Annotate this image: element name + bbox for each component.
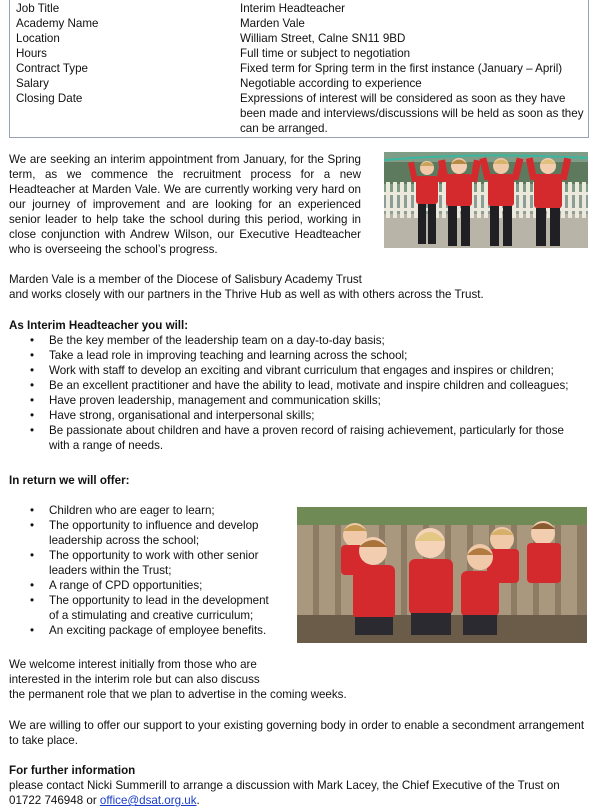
intro-paragraph: We are seeking an interim appointment from January, for the Spring term, as we commence the recruitment process for a new Headteacher at Marden Vale. We are currently working very hard on our journey of improvement and are looking for an experienced senior leader to help take the school during this period, working in close conjunction with Andrew Wilson, our Executive Headteacher who is overseeing the school’s progress.	[9, 153, 361, 256]
value-academy-name: Marden Vale	[240, 17, 305, 30]
interest-paragraph	[9, 657, 589, 702]
children-photo-arms-raised	[384, 152, 588, 248]
label-hours: Hours	[16, 47, 47, 60]
label-academy-name: Academy Name	[16, 17, 99, 30]
trust-paragraph	[9, 272, 589, 302]
list-item: • Be the key member of the leadership team on a day-to-day basis;	[9, 333, 579, 348]
you-will-list	[9, 333, 579, 453]
list-item: • The opportunity to work with other senior leaders within the Trust;	[9, 548, 274, 578]
list-item: • Have strong, organisational and interpersonal skills;	[9, 408, 579, 423]
label-contract-type: Contract Type	[16, 62, 88, 75]
list-item: • A range of CPD opportunities;	[9, 578, 274, 593]
value-hours: Full time or subject to negotiation	[240, 47, 411, 60]
value-closing-date: Expressions of interest will be considered as soon as they have been made and interviews/discussions will be held as soon as they can be arranged.	[240, 92, 584, 135]
list-item: • Take a lead role in improving teaching and learning across the school;	[9, 348, 579, 363]
interest-line-3: the permanent role that we plan to advertise in the coming weeks.	[9, 688, 347, 701]
list-item: • The opportunity to lead in the development of a stimulating and creative curriculum;	[9, 593, 274, 623]
value-contract-type: Fixed term for Spring term in the first instance (January – April)	[240, 62, 563, 75]
secondment-paragraph: We are willing to offer our support to your existing governing body in order to enable a secondment arrangement to take place.	[9, 719, 585, 747]
label-job-title: Job Title	[16, 2, 60, 15]
value-location: William Street, Calne SN11 9BD	[240, 32, 406, 45]
you-will-heading: As Interim Headteacher you will:	[9, 319, 189, 332]
value-salary: Negotiable according to experience	[240, 77, 422, 90]
interest-line-2: interested in the interim role but can also discuss	[9, 673, 260, 686]
label-location: Location	[16, 32, 60, 45]
contact-paragraph	[9, 778, 589, 808]
interest-line-1: We welcome interest initially from those who are	[9, 658, 257, 671]
label-closing-date: Closing Date	[16, 92, 83, 105]
list-item: • The opportunity to influence and develop leadership across the school;	[9, 518, 274, 548]
we-offer-list	[9, 503, 274, 638]
contact-text: please contact Nicki Summerill to arrange a discussion with Mark Lacey, the Chief Executive of the Trust on 01722 746948 or	[9, 779, 560, 807]
children-photo-bench	[297, 507, 587, 643]
contact-email-link[interactable]: office@dsat.org.uk	[99, 794, 197, 807]
label-salary: Salary	[16, 77, 49, 90]
we-offer-heading: In return we will offer:	[9, 474, 130, 487]
children-photo-arms-raised-image	[384, 152, 588, 248]
trust-line-1: Marden Vale is a member of the Diocese of Salisbury Academy Trust	[9, 273, 362, 286]
children-photo-bench-image	[297, 507, 587, 643]
list-item: • Children who are eager to learn;	[9, 503, 274, 518]
list-item: • An exciting package of employee benefits.	[9, 623, 274, 638]
list-item: • Be an excellent practitioner and have the ability to lead, motivate and inspire children and colleagues;	[9, 378, 579, 393]
list-item: • Have proven leadership, management and communication skills;	[9, 393, 579, 408]
list-item: • Work with staff to develop an exciting and vibrant curriculum that engages and inspires or children;	[9, 363, 579, 378]
trust-line-2: and works closely with our partners in the Thrive Hub as well as with others across the Trust.	[9, 288, 484, 301]
list-item: • Be passionate about children and have a proven record of raising achievement, particularly for those with a range of needs.	[9, 423, 579, 453]
contact-heading: For further information	[9, 764, 136, 777]
job-details-table	[9, 0, 589, 138]
value-job-title: Interim Headteacher	[240, 2, 346, 15]
contact-end: .	[196, 794, 200, 807]
